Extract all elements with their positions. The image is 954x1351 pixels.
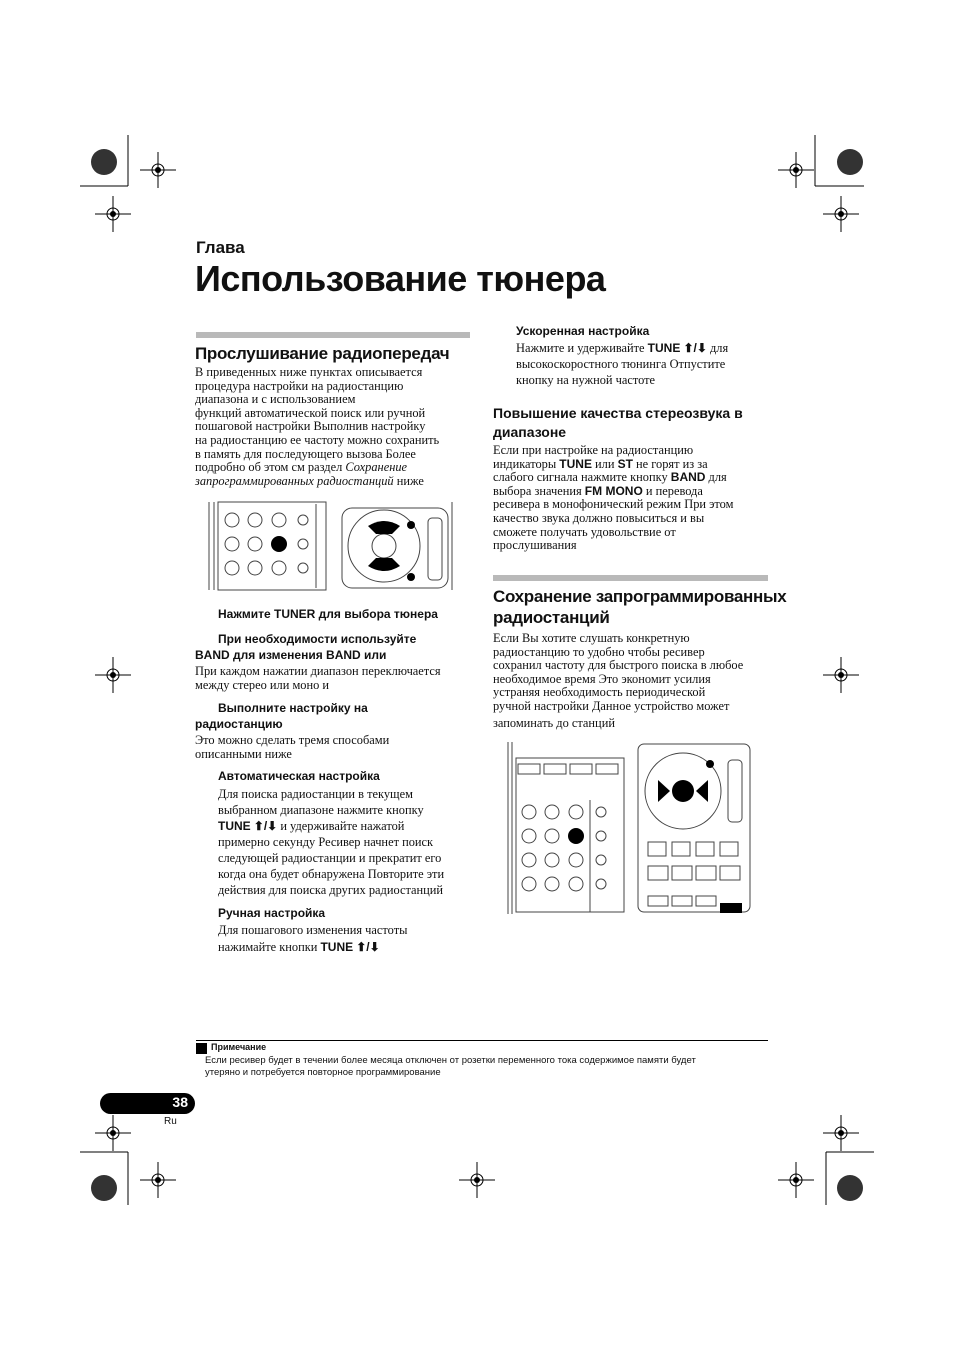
chapter-label: Глава [196,238,245,257]
stereo-title: Повышение качества стереозвука в диапазоне [493,405,743,440]
step-3: Выполните настройку на радиостанцию [195,701,368,731]
step-2-text: При каждом нажатии диапазон переключается между стерео или моно и [195,664,441,692]
note-text: Если ресивер будет в течении более месяца отключен от розетки переменного тока содержимое памяти будет утеряно и потребуется повторное программирование [205,1055,696,1078]
auto-tuning-title: Автоматическая настройка [218,769,380,783]
remote-illustration-tuner [206,500,462,592]
section-divider [196,332,470,338]
presets-text: Если Вы хотите слушать конкретную радиостанцию то удобно чтобы ресивер сохранил частоту для быстрого поиска в любое необходимое время Это экономит усилия устраняя необходимость периодической ручной настройки Данное устройство может запоминать до станций [493,631,744,730]
auto-tuning-text: Для поиска радиостанции в текущем выбранном диапазоне нажмите кнопку TUNE ⬆/⬇ и удерживайте нажатой примерно секунду Ресивер начнет поиск следующей радиостанции и прекратит его когда она будет обнаружена Повторите эти действия для поиска других радиостанций [218,787,445,897]
note-icon [196,1043,207,1054]
chapter-title: Использование тюнера [195,258,606,299]
stereo-text: Если при настройке на радиостанцию индикаторы TUNE или ST не горят из за слабого сигнала нажмите кнопку BAND для выбора значения FM MONO и перевода ресивера в монофонический режим При этом качество звука должно повыситься и вы сможете получать удовольствие от прослушивания [493,443,734,553]
step-3-text: Это можно сделать тремя способами описанными ниже [195,733,390,761]
section-divider-presets [493,575,768,581]
section-title-presets: Сохранение запрограммированных радиостанций [493,587,787,627]
page-number: 38 [172,1094,188,1110]
section-title-listening: Прослушивание радиопередач [195,344,450,363]
fast-tuning-title: Ускоренная настройка [516,324,650,338]
manual-tuning-text: Для пошагового изменения частоты нажимайте кнопки TUNE ⬆/⬇ [218,923,408,954]
note-divider [196,1040,768,1041]
remote-illustration-presets [506,740,756,916]
fast-tuning-text: Нажмите и удерживайте TUNE ⬆/⬇ для высокоскоростного тюнинга Отпустите кнопку на нужной частоте [516,341,729,387]
note-title: Примечание [211,1042,267,1052]
section-intro: В приведенных ниже пунктах описывается процедура настройки на радиостанцию диапазона и с использованием функций автоматической поиск или ручной пошаговой настройки Выполнив настройку на радиостанцию ее частоту можно сохранить в память для последующего вызова Более подробно об этом см раздел Сохранение запрограммированных радиостанций ниже [195,365,440,488]
manual-tuning-title: Ручная настройка [218,906,326,920]
step-1: Нажмите TUNER для выбора тюнера [218,607,438,621]
page-language: Ru [164,1116,177,1127]
step-2: При необходимости используйте BAND для изменения BAND или [195,632,417,662]
